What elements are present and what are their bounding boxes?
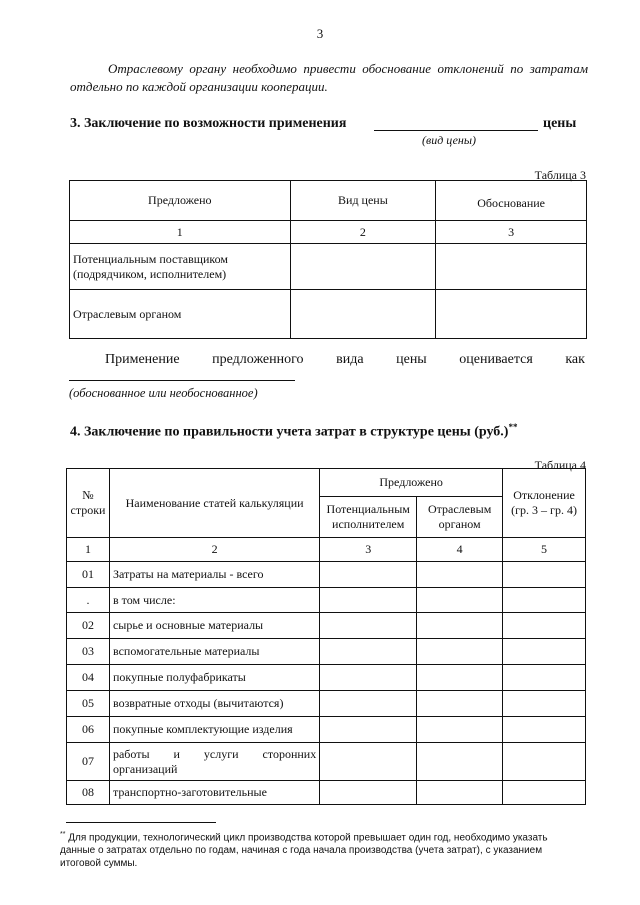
table3-row-label: Потенциальным поставщиком (подрядчиком, исполнителем) — [70, 244, 291, 290]
table4-row-number: 06 — [67, 717, 110, 743]
table3-cell-price-type[interactable] — [290, 244, 436, 290]
application-word: Применение — [105, 352, 180, 367]
application-word: цены — [396, 352, 427, 367]
application-word: вида — [336, 352, 364, 367]
table4-header-industry: Отраслевым органом — [417, 497, 503, 538]
page-number: 3 — [316, 26, 324, 41]
table4-cell[interactable] — [417, 717, 503, 743]
table4-row-name: в том числе: — [109, 588, 319, 613]
footnote-separator — [66, 822, 216, 823]
table4-header-row — [67, 469, 586, 497]
table4-row-number: 01 — [67, 562, 110, 588]
table3-cell-justification[interactable] — [436, 290, 587, 339]
table4-cell[interactable] — [320, 743, 417, 781]
table4-row-name: покупные полуфабрикаты — [109, 665, 319, 691]
table4-col-number: 2 — [109, 538, 319, 562]
table4-row — [67, 691, 586, 717]
section3-heading: 3. Заключение по возможности применения — [70, 116, 347, 131]
table4-cell[interactable] — [417, 639, 503, 665]
table4-row-name: работы и услуги сторонних организаций — [109, 743, 319, 781]
application-sentence — [105, 352, 585, 368]
assessment-note: (обоснованное или необоснованное) — [69, 386, 258, 400]
footnote — [60, 828, 584, 870]
section4-heading — [70, 422, 517, 441]
table4-header-item-name: Наименование статей калькуляции — [109, 469, 319, 538]
table4-cell[interactable] — [320, 691, 417, 717]
table3-header-price-type: Вид цены — [290, 181, 436, 221]
table4-cell[interactable] — [320, 613, 417, 639]
table4-row — [67, 717, 586, 743]
price-type-blank-line — [374, 130, 538, 131]
table4-col-number: 3 — [320, 538, 417, 562]
table3-col-number: 2 — [290, 221, 436, 244]
table3-header-row — [70, 181, 587, 221]
table4-cell[interactable] — [503, 562, 586, 588]
table4-row — [67, 781, 586, 805]
table4-cell[interactable] — [503, 613, 586, 639]
application-word: как — [565, 352, 585, 367]
application-word: оценивается — [459, 352, 533, 367]
table4-cell[interactable] — [320, 588, 417, 613]
table4-col-number: 4 — [417, 538, 503, 562]
section4-heading-text: 4. Заключение по правильности учета затрат в структуре цены (руб.) — [70, 424, 509, 440]
intro-paragraph: Отраслевому органу необходимо привести обоснование отклонений по затратам отдельно по каждой организации кооперации. — [70, 61, 588, 94]
section3-heading-end: цены — [543, 116, 577, 131]
footnote-reference: ** — [508, 422, 518, 432]
table4-cell[interactable] — [320, 665, 417, 691]
table3 — [69, 180, 587, 339]
table3-header-proposed: Предложено — [70, 181, 291, 221]
table3-row-label: Отраслевым органом — [70, 290, 291, 339]
table4-caption: Таблица 4 — [534, 458, 586, 472]
table4-row-number: 05 — [67, 691, 110, 717]
table4-cell[interactable] — [503, 665, 586, 691]
table4-cell[interactable] — [503, 743, 586, 781]
table4-row — [67, 639, 586, 665]
table3-caption: Таблица 3 — [534, 168, 586, 182]
table4-cell[interactable] — [320, 639, 417, 665]
footnote-mark: ** — [60, 831, 66, 838]
table4-row — [67, 665, 586, 691]
table4-col-number: 1 — [67, 538, 110, 562]
table4-cell[interactable] — [417, 781, 503, 805]
table4 — [66, 468, 586, 805]
table4-cell[interactable] — [417, 588, 503, 613]
table4-row-number: 08 — [67, 781, 110, 805]
table3-row — [70, 244, 587, 290]
table4-row-number: 02 — [67, 613, 110, 639]
table4-header-row-number: № строки — [67, 469, 110, 538]
table4-row — [67, 588, 586, 613]
table4-row-number: . — [67, 588, 110, 613]
table4-cell[interactable] — [503, 588, 586, 613]
table3-col-number: 3 — [436, 221, 587, 244]
table4-row-number: 03 — [67, 639, 110, 665]
table4-row-name: сырье и основные материалы — [109, 613, 319, 639]
table4-row-name: Затраты на материалы - всего — [109, 562, 319, 588]
table4-cell[interactable] — [417, 613, 503, 639]
table4-cell[interactable] — [503, 717, 586, 743]
table4-row — [67, 562, 586, 588]
table4-col-number: 5 — [503, 538, 586, 562]
table4-header-deviation: Отклонение (гр. 3 – гр. 4) — [503, 469, 586, 538]
table3-header-justification: Обоснование — [436, 181, 587, 221]
table4-cell[interactable] — [503, 639, 586, 665]
table3-number-row — [70, 221, 587, 244]
table4-cell[interactable] — [503, 691, 586, 717]
price-type-note: (вид цены) — [422, 133, 476, 147]
table4-row-number: 04 — [67, 665, 110, 691]
table4-row-name: транспортно-заготовительные — [109, 781, 319, 805]
application-word: предложенного — [212, 352, 304, 367]
table4-cell[interactable] — [320, 781, 417, 805]
table4-row — [67, 743, 586, 781]
table4-row-name: покупные комплектующие изделия — [109, 717, 319, 743]
table4-cell[interactable] — [503, 781, 586, 805]
table4-cell[interactable] — [417, 562, 503, 588]
table4-row-number: 07 — [67, 743, 110, 781]
table4-number-row — [67, 538, 586, 562]
table4-cell[interactable] — [320, 562, 417, 588]
table3-cell-justification[interactable] — [436, 244, 587, 290]
table3-col-number: 1 — [70, 221, 291, 244]
table4-cell[interactable] — [417, 665, 503, 691]
table4-row-name: возвратные отходы (вычитаются) — [109, 691, 319, 717]
table3-row — [70, 290, 587, 339]
footnote-text: Для продукции, технологический цикл производства которой превышает один год, необходимо указать данные о затратах отдельно по годам, начиная с года начала производства (учета затрат), с указанием итоговой суммы. — [60, 832, 548, 870]
table4-header-proposed: Предложено — [320, 469, 503, 497]
table4-header-potential: Потенциальным исполнителем — [320, 497, 417, 538]
table4-cell[interactable] — [320, 717, 417, 743]
table4-row-name: вспомогательные материалы — [109, 639, 319, 665]
table4-row — [67, 613, 586, 639]
assessment-blank-line — [69, 380, 295, 381]
table4-cell[interactable] — [417, 743, 503, 781]
table3-cell-price-type[interactable] — [290, 290, 436, 339]
table4-cell[interactable] — [417, 691, 503, 717]
